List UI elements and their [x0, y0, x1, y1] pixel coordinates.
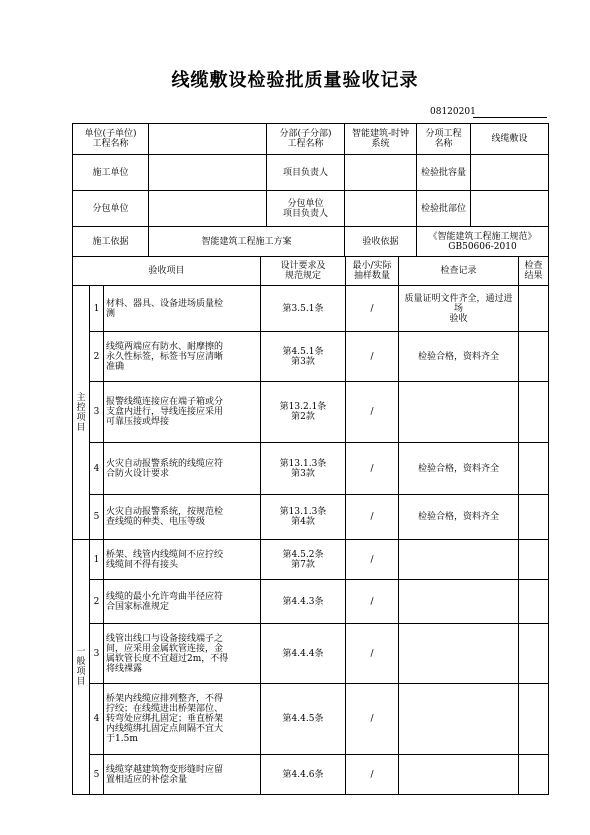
row-item: 火灾自动报警系统，按规范检 查线缆的种类、电压等级: [104, 495, 261, 540]
subcontract-unit-label: 分包单位: [73, 191, 149, 227]
col-header-record: 检查记录: [399, 257, 519, 286]
row-requirement: 第4.4.4条: [261, 624, 346, 684]
row-number: 5: [90, 755, 104, 795]
page-title: 线缆敷设检验批质量验收记录: [171, 70, 419, 91]
item-name-value[interactable]: 线缆敷设: [471, 124, 549, 155]
row-sample[interactable]: /: [346, 624, 399, 684]
row-item: 火灾自动报警系统的线缆应符 合防火设计要求: [104, 443, 261, 495]
table-row: [73, 755, 549, 795]
row-item: 材料、器具、设备进场质量检 测: [104, 286, 261, 332]
row-sample[interactable]: /: [346, 495, 399, 540]
unit-name-value[interactable]: [149, 124, 267, 155]
row-requirement: 第13.1.3条 第4款: [261, 495, 346, 540]
row-result[interactable]: [519, 332, 549, 382]
row-sample[interactable]: /: [346, 443, 399, 495]
row-result[interactable]: [519, 580, 549, 624]
row-number: 3: [90, 624, 104, 684]
row-record[interactable]: 质量证明文件齐全，通过进场 验收: [399, 286, 519, 332]
row-result[interactable]: [519, 382, 549, 443]
sub-project-label: 分部(子分部) 工程名称: [267, 124, 345, 155]
col-header-result: 检查 结果: [519, 257, 549, 286]
row-sample[interactable]: /: [346, 382, 399, 443]
table-row: [73, 286, 549, 332]
row-result[interactable]: [519, 684, 549, 755]
row-requirement: 第3.5.1条: [261, 286, 346, 332]
row-record[interactable]: [399, 684, 519, 755]
row-requirement: 第4.5.2条 第7款: [261, 540, 346, 580]
col-header-item: 验收项目: [73, 257, 261, 286]
subcontract-unit-value[interactable]: [149, 191, 267, 227]
row-record[interactable]: [399, 580, 519, 624]
row-item: 报警线缆连接应在端子箱或分 支盒内进行，导线连接应采用 可靠压接或焊接: [104, 382, 261, 443]
row-number: 2: [90, 332, 104, 382]
project-manager-label: 项目负责人: [267, 155, 345, 191]
construction-basis-value[interactable]: 智能建筑工程施工方案: [149, 227, 345, 257]
row-result[interactable]: [519, 540, 549, 580]
table-row: [73, 495, 549, 540]
row-sample[interactable]: /: [346, 286, 399, 332]
row-sample[interactable]: /: [346, 580, 399, 624]
construction-unit-label: 施工单位: [73, 155, 149, 191]
table-row: [73, 580, 549, 624]
row-requirement: 第4.4.5条: [261, 684, 346, 755]
row-number: 1: [90, 286, 104, 332]
sub-project-value[interactable]: 智能建筑-时钟 系统: [345, 124, 417, 155]
acceptance-table: [72, 256, 549, 795]
col-header-requirement: 设计要求及 规范规定: [261, 257, 346, 286]
row-record[interactable]: [399, 624, 519, 684]
row-result[interactable]: [519, 443, 549, 495]
row-record[interactable]: [399, 540, 519, 580]
row-result[interactable]: [519, 286, 549, 332]
construction-basis-label: 施工依据: [73, 227, 149, 257]
subcontract-manager-value[interactable]: [345, 191, 417, 227]
row-item: 线管出线口与设备接线端子之 间，应采用金属软管连接，金 属软管长度不宜超过2m，不得 将线裸露: [104, 624, 261, 684]
row-record[interactable]: [399, 755, 519, 795]
row-requirement: 第4.4.3条: [261, 580, 346, 624]
item-name-label: 分项工程 名称: [417, 124, 471, 155]
row-sample[interactable]: /: [346, 755, 399, 795]
row-number: 5: [90, 495, 104, 540]
subcontract-manager-label: 分包单位 项目负责人: [267, 191, 345, 227]
row-number: 2: [90, 580, 104, 624]
table-row: [73, 443, 549, 495]
table-row: [73, 540, 549, 580]
table-row: [73, 684, 549, 755]
row-item: 线缆的最小允许弯曲半径应符 合国家标准规定: [104, 580, 261, 624]
row-item: 线缆两端应有防水、耐摩擦的 永久性标签，标签书写应清晰 准确: [104, 332, 261, 382]
header-table: [72, 123, 549, 257]
table-row: [73, 382, 549, 443]
row-sample[interactable]: /: [346, 684, 399, 755]
row-item: 桥架内线缆应排列整齐，不得 拧绞；在线缆进出桥架部位、 转弯处应绑扎固定；垂直桥架 内线缆绑扎固定点间隔不宜大 于1.5m: [104, 684, 261, 755]
acceptance-basis-label: 验收依据: [345, 227, 417, 257]
col-header-sample: 最小/实际 抽样数量: [346, 257, 399, 286]
batch-location-label: 检验批部位: [417, 191, 471, 227]
project-manager-value[interactable]: [345, 155, 417, 191]
group-label-general: 一 般 项 目: [73, 540, 90, 795]
row-number: 1: [90, 540, 104, 580]
row-record[interactable]: 检验合格，资料齐全: [399, 495, 519, 540]
acceptance-basis-value[interactable]: 《智能建筑工程施工规范》 GB50606-2010: [417, 227, 549, 257]
row-requirement: 第4.5.1条 第3款: [261, 332, 346, 382]
row-requirement: 第13.1.3条 第3款: [261, 443, 346, 495]
group-label-main-control: 主 控 项 目: [73, 286, 90, 540]
batch-capacity-label: 检验批容量: [417, 155, 471, 191]
row-record[interactable]: 检验合格，资料齐全: [399, 332, 519, 382]
form-code: 08120201: [430, 107, 476, 117]
construction-unit-value[interactable]: [149, 155, 267, 191]
code-underline: [473, 117, 547, 118]
row-number: 3: [90, 382, 104, 443]
row-item: 线缆穿越建筑物变形缝时应留 置相适应的补偿余量: [104, 755, 261, 795]
row-result[interactable]: [519, 495, 549, 540]
row-result[interactable]: [519, 755, 549, 795]
row-requirement: 第4.4.6条: [261, 755, 346, 795]
table-row: [73, 332, 549, 382]
row-record[interactable]: [399, 382, 519, 443]
row-requirement: 第13.2.1条 第2款: [261, 382, 346, 443]
batch-capacity-value[interactable]: [471, 155, 549, 191]
row-item: 桥架、线管内线缆间不应拧绞 线缆间不得有接头: [104, 540, 261, 580]
row-number: 4: [90, 684, 104, 755]
row-result[interactable]: [519, 624, 549, 684]
row-number: 4: [90, 443, 104, 495]
table-row: [73, 624, 549, 684]
unit-name-label: 单位(子单位) 工程名称: [73, 124, 149, 155]
batch-location-value[interactable]: [471, 191, 549, 227]
row-sample[interactable]: /: [346, 540, 399, 580]
row-record[interactable]: 检验合格，资料齐全: [399, 443, 519, 495]
column-header-row: [73, 257, 549, 286]
row-sample[interactable]: /: [346, 332, 399, 382]
